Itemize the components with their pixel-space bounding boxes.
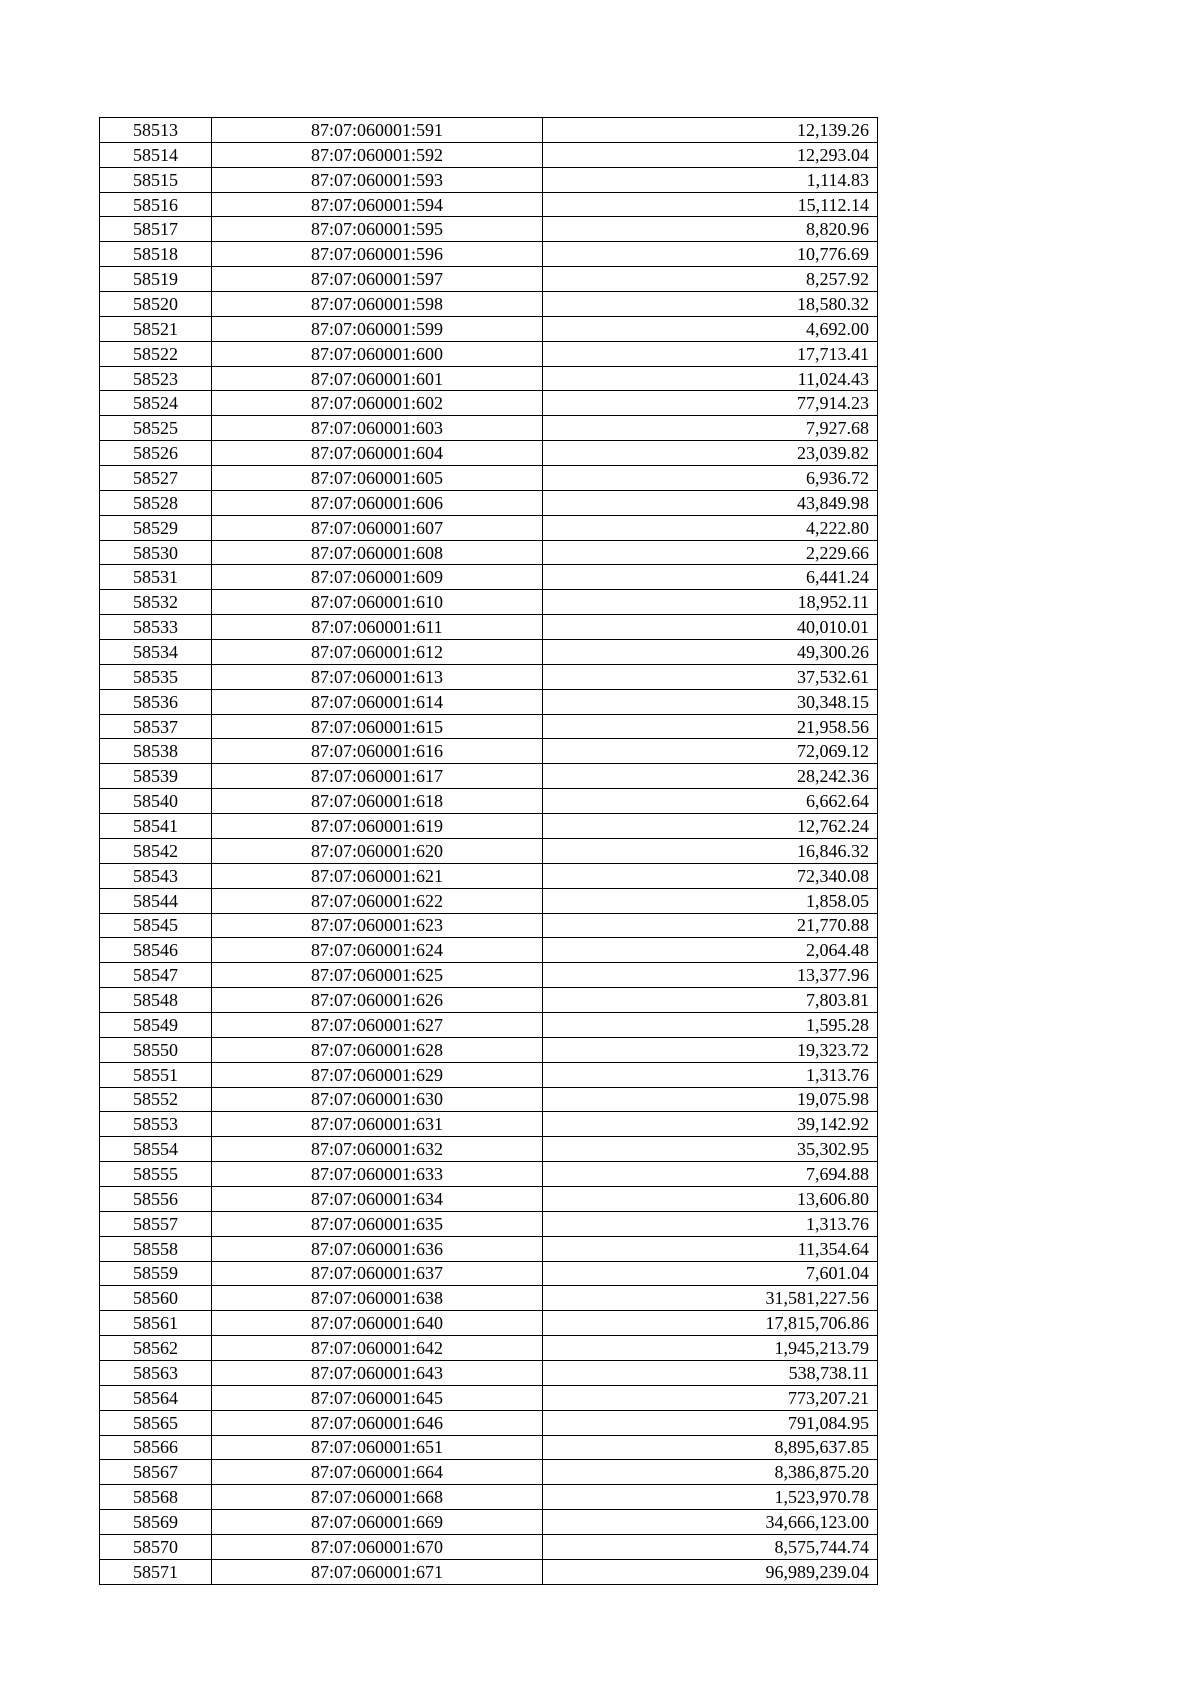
table-row bbox=[100, 1410, 878, 1435]
value-cell: 39,142.92 bbox=[543, 1112, 878, 1137]
row-number-cell: 58548 bbox=[100, 988, 212, 1013]
row-number-cell: 58540 bbox=[100, 789, 212, 814]
row-number-cell: 58547 bbox=[100, 963, 212, 988]
table-row bbox=[100, 242, 878, 267]
table-row bbox=[100, 565, 878, 590]
value-cell: 1,945,213.79 bbox=[543, 1336, 878, 1361]
value-cell: 1,523,970.78 bbox=[543, 1485, 878, 1510]
row-number-cell: 58532 bbox=[100, 590, 212, 615]
cadastral-number-cell: 87:07:060001:605 bbox=[212, 466, 543, 491]
value-cell: 72,069.12 bbox=[543, 739, 878, 764]
table-row bbox=[100, 814, 878, 839]
table-row bbox=[100, 1261, 878, 1286]
cadastral-number-cell: 87:07:060001:636 bbox=[212, 1236, 543, 1261]
value-cell: 19,323.72 bbox=[543, 1037, 878, 1062]
table-row bbox=[100, 863, 878, 888]
value-cell: 773,207.21 bbox=[543, 1385, 878, 1410]
cadastral-number-cell: 87:07:060001:643 bbox=[212, 1360, 543, 1385]
value-cell: 30,348.15 bbox=[543, 689, 878, 714]
row-number-cell: 58520 bbox=[100, 292, 212, 317]
row-number-cell: 58553 bbox=[100, 1112, 212, 1137]
cadastral-number-cell: 87:07:060001:623 bbox=[212, 913, 543, 938]
table-row bbox=[100, 1012, 878, 1037]
cadastral-number-cell: 87:07:060001:634 bbox=[212, 1186, 543, 1211]
cadastral-number-cell: 87:07:060001:603 bbox=[212, 416, 543, 441]
cadastral-number-cell: 87:07:060001:646 bbox=[212, 1410, 543, 1435]
row-number-cell: 58517 bbox=[100, 217, 212, 242]
cadastral-number-cell: 87:07:060001:668 bbox=[212, 1485, 543, 1510]
table-row bbox=[100, 192, 878, 217]
cadastral-number-cell: 87:07:060001:599 bbox=[212, 316, 543, 341]
row-number-cell: 58559 bbox=[100, 1261, 212, 1286]
cadastral-number-cell: 87:07:060001:635 bbox=[212, 1211, 543, 1236]
cadastral-number-cell: 87:07:060001:622 bbox=[212, 888, 543, 913]
cadastral-number-cell: 87:07:060001:606 bbox=[212, 490, 543, 515]
cadastral-number-cell: 87:07:060001:670 bbox=[212, 1534, 543, 1559]
cadastral-number-cell: 87:07:060001:598 bbox=[212, 292, 543, 317]
cadastral-number-cell: 87:07:060001:595 bbox=[212, 217, 543, 242]
value-cell: 28,242.36 bbox=[543, 764, 878, 789]
table-row bbox=[100, 1336, 878, 1361]
cadastral-number-cell: 87:07:060001:645 bbox=[212, 1385, 543, 1410]
value-cell: 23,039.82 bbox=[543, 441, 878, 466]
cadastral-number-cell: 87:07:060001:602 bbox=[212, 391, 543, 416]
cadastral-number-cell: 87:07:060001:597 bbox=[212, 267, 543, 292]
cadastral-number-cell: 87:07:060001:617 bbox=[212, 764, 543, 789]
cadastral-number-cell: 87:07:060001:609 bbox=[212, 565, 543, 590]
table-row bbox=[100, 1087, 878, 1112]
row-number-cell: 58565 bbox=[100, 1410, 212, 1435]
cadastral-number-cell: 87:07:060001:618 bbox=[212, 789, 543, 814]
value-cell: 1,313.76 bbox=[543, 1062, 878, 1087]
value-cell: 96,989,239.04 bbox=[543, 1559, 878, 1584]
value-cell: 2,229.66 bbox=[543, 540, 878, 565]
value-cell: 538,738.11 bbox=[543, 1360, 878, 1385]
row-number-cell: 58531 bbox=[100, 565, 212, 590]
row-number-cell: 58564 bbox=[100, 1385, 212, 1410]
value-cell: 7,803.81 bbox=[543, 988, 878, 1013]
row-number-cell: 58539 bbox=[100, 764, 212, 789]
cadastral-number-cell: 87:07:060001:607 bbox=[212, 515, 543, 540]
table-row bbox=[100, 118, 878, 143]
value-cell: 791,084.95 bbox=[543, 1410, 878, 1435]
table-row bbox=[100, 1062, 878, 1087]
cadastral-number-cell: 87:07:060001:608 bbox=[212, 540, 543, 565]
value-cell: 15,112.14 bbox=[543, 192, 878, 217]
table-row bbox=[100, 963, 878, 988]
table-row bbox=[100, 292, 878, 317]
table-row bbox=[100, 640, 878, 665]
row-number-cell: 58528 bbox=[100, 490, 212, 515]
value-cell: 4,692.00 bbox=[543, 316, 878, 341]
value-cell: 8,895,637.85 bbox=[543, 1435, 878, 1460]
table-row bbox=[100, 1360, 878, 1385]
cadastral-number-cell: 87:07:060001:616 bbox=[212, 739, 543, 764]
table-row bbox=[100, 1435, 878, 1460]
table-row bbox=[100, 1559, 878, 1584]
value-cell: 13,606.80 bbox=[543, 1186, 878, 1211]
value-cell: 18,580.32 bbox=[543, 292, 878, 317]
row-number-cell: 58533 bbox=[100, 615, 212, 640]
row-number-cell: 58566 bbox=[100, 1435, 212, 1460]
table-row bbox=[100, 267, 878, 292]
table-row bbox=[100, 1112, 878, 1137]
cadastral-number-cell: 87:07:060001:626 bbox=[212, 988, 543, 1013]
row-number-cell: 58563 bbox=[100, 1360, 212, 1385]
value-cell: 7,927.68 bbox=[543, 416, 878, 441]
cadastral-number-cell: 87:07:060001:619 bbox=[212, 814, 543, 839]
row-number-cell: 58513 bbox=[100, 118, 212, 143]
cadastral-number-cell: 87:07:060001:593 bbox=[212, 167, 543, 192]
cadastral-number-cell: 87:07:060001:591 bbox=[212, 118, 543, 143]
cadastral-number-cell: 87:07:060001:604 bbox=[212, 441, 543, 466]
table-row bbox=[100, 217, 878, 242]
row-number-cell: 58556 bbox=[100, 1186, 212, 1211]
cadastral-number-cell: 87:07:060001:613 bbox=[212, 664, 543, 689]
value-cell: 8,257.92 bbox=[543, 267, 878, 292]
value-cell: 21,770.88 bbox=[543, 913, 878, 938]
row-number-cell: 58518 bbox=[100, 242, 212, 267]
cadastral-number-cell: 87:07:060001:614 bbox=[212, 689, 543, 714]
row-number-cell: 58535 bbox=[100, 664, 212, 689]
row-number-cell: 58542 bbox=[100, 838, 212, 863]
row-number-cell: 58523 bbox=[100, 366, 212, 391]
value-cell: 11,024.43 bbox=[543, 366, 878, 391]
cadastral-number-cell: 87:07:060001:630 bbox=[212, 1087, 543, 1112]
value-cell: 2,064.48 bbox=[543, 938, 878, 963]
cadastral-number-cell: 87:07:060001:632 bbox=[212, 1137, 543, 1162]
row-number-cell: 58527 bbox=[100, 466, 212, 491]
value-cell: 7,694.88 bbox=[543, 1162, 878, 1187]
value-cell: 1,313.76 bbox=[543, 1211, 878, 1236]
cadastral-number-cell: 87:07:060001:669 bbox=[212, 1510, 543, 1535]
cadastral-number-cell: 87:07:060001:600 bbox=[212, 341, 543, 366]
row-number-cell: 58529 bbox=[100, 515, 212, 540]
row-number-cell: 58561 bbox=[100, 1311, 212, 1336]
cadastral-number-cell: 87:07:060001:610 bbox=[212, 590, 543, 615]
value-cell: 49,300.26 bbox=[543, 640, 878, 665]
row-number-cell: 58571 bbox=[100, 1559, 212, 1584]
cadastral-number-cell: 87:07:060001:621 bbox=[212, 863, 543, 888]
table-row bbox=[100, 1534, 878, 1559]
cadastral-number-cell: 87:07:060001:625 bbox=[212, 963, 543, 988]
table-row bbox=[100, 1186, 878, 1211]
cadastral-number-cell: 87:07:060001:642 bbox=[212, 1336, 543, 1361]
row-number-cell: 58560 bbox=[100, 1286, 212, 1311]
table-row bbox=[100, 1311, 878, 1336]
cadastral-number-cell: 87:07:060001:596 bbox=[212, 242, 543, 267]
value-cell: 8,820.96 bbox=[543, 217, 878, 242]
table-row bbox=[100, 615, 878, 640]
table-row bbox=[100, 466, 878, 491]
row-number-cell: 58549 bbox=[100, 1012, 212, 1037]
value-cell: 37,532.61 bbox=[543, 664, 878, 689]
cadastral-number-cell: 87:07:060001:640 bbox=[212, 1311, 543, 1336]
row-number-cell: 58546 bbox=[100, 938, 212, 963]
cadastral-number-cell: 87:07:060001:601 bbox=[212, 366, 543, 391]
row-number-cell: 58522 bbox=[100, 341, 212, 366]
value-cell: 77,914.23 bbox=[543, 391, 878, 416]
table-row bbox=[100, 540, 878, 565]
row-number-cell: 58558 bbox=[100, 1236, 212, 1261]
table-row bbox=[100, 789, 878, 814]
cadastral-value-table bbox=[99, 117, 878, 1585]
row-number-cell: 58562 bbox=[100, 1336, 212, 1361]
row-number-cell: 58570 bbox=[100, 1534, 212, 1559]
row-number-cell: 58557 bbox=[100, 1211, 212, 1236]
cadastral-number-cell: 87:07:060001:612 bbox=[212, 640, 543, 665]
value-cell: 43,849.98 bbox=[543, 490, 878, 515]
value-cell: 72,340.08 bbox=[543, 863, 878, 888]
value-cell: 7,601.04 bbox=[543, 1261, 878, 1286]
table-row bbox=[100, 316, 878, 341]
row-number-cell: 58530 bbox=[100, 540, 212, 565]
row-number-cell: 58552 bbox=[100, 1087, 212, 1112]
value-cell: 40,010.01 bbox=[543, 615, 878, 640]
cadastral-number-cell: 87:07:060001:671 bbox=[212, 1559, 543, 1584]
table-row bbox=[100, 764, 878, 789]
row-number-cell: 58516 bbox=[100, 192, 212, 217]
table-row bbox=[100, 1510, 878, 1535]
table-row bbox=[100, 714, 878, 739]
value-cell: 6,441.24 bbox=[543, 565, 878, 590]
cadastral-number-cell: 87:07:060001:638 bbox=[212, 1286, 543, 1311]
table-row bbox=[100, 1385, 878, 1410]
row-number-cell: 58536 bbox=[100, 689, 212, 714]
cadastral-number-cell: 87:07:060001:620 bbox=[212, 838, 543, 863]
table-row bbox=[100, 590, 878, 615]
value-cell: 1,595.28 bbox=[543, 1012, 878, 1037]
value-cell: 31,581,227.56 bbox=[543, 1286, 878, 1311]
value-cell: 8,386,875.20 bbox=[543, 1460, 878, 1485]
value-cell: 6,662.64 bbox=[543, 789, 878, 814]
value-cell: 12,293.04 bbox=[543, 142, 878, 167]
table-row bbox=[100, 838, 878, 863]
cadastral-number-cell: 87:07:060001:664 bbox=[212, 1460, 543, 1485]
row-number-cell: 58534 bbox=[100, 640, 212, 665]
table-row bbox=[100, 142, 878, 167]
row-number-cell: 58569 bbox=[100, 1510, 212, 1535]
row-number-cell: 58537 bbox=[100, 714, 212, 739]
table-row bbox=[100, 416, 878, 441]
row-number-cell: 58524 bbox=[100, 391, 212, 416]
value-cell: 1,858.05 bbox=[543, 888, 878, 913]
value-cell: 13,377.96 bbox=[543, 963, 878, 988]
row-number-cell: 58551 bbox=[100, 1062, 212, 1087]
row-number-cell: 58544 bbox=[100, 888, 212, 913]
table-row bbox=[100, 1211, 878, 1236]
value-cell: 16,846.32 bbox=[543, 838, 878, 863]
value-cell: 17,713.41 bbox=[543, 341, 878, 366]
cadastral-number-cell: 87:07:060001:592 bbox=[212, 142, 543, 167]
row-number-cell: 58567 bbox=[100, 1460, 212, 1485]
value-cell: 1,114.83 bbox=[543, 167, 878, 192]
table-row bbox=[100, 167, 878, 192]
cadastral-number-cell: 87:07:060001:633 bbox=[212, 1162, 543, 1187]
value-cell: 10,776.69 bbox=[543, 242, 878, 267]
table-row bbox=[100, 988, 878, 1013]
cadastral-number-cell: 87:07:060001:627 bbox=[212, 1012, 543, 1037]
cadastral-number-cell: 87:07:060001:629 bbox=[212, 1062, 543, 1087]
table-row bbox=[100, 1137, 878, 1162]
row-number-cell: 58543 bbox=[100, 863, 212, 888]
cadastral-number-cell: 87:07:060001:615 bbox=[212, 714, 543, 739]
table-row bbox=[100, 441, 878, 466]
row-number-cell: 58568 bbox=[100, 1485, 212, 1510]
table-row bbox=[100, 391, 878, 416]
row-number-cell: 58526 bbox=[100, 441, 212, 466]
value-cell: 11,354.64 bbox=[543, 1236, 878, 1261]
value-cell: 6,936.72 bbox=[543, 466, 878, 491]
row-number-cell: 58519 bbox=[100, 267, 212, 292]
table-row bbox=[100, 366, 878, 391]
cadastral-number-cell: 87:07:060001:594 bbox=[212, 192, 543, 217]
cadastral-number-cell: 87:07:060001:631 bbox=[212, 1112, 543, 1137]
row-number-cell: 58521 bbox=[100, 316, 212, 341]
cadastral-number-cell: 87:07:060001:628 bbox=[212, 1037, 543, 1062]
row-number-cell: 58554 bbox=[100, 1137, 212, 1162]
value-cell: 19,075.98 bbox=[543, 1087, 878, 1112]
value-cell: 4,222.80 bbox=[543, 515, 878, 540]
value-cell: 18,952.11 bbox=[543, 590, 878, 615]
row-number-cell: 58515 bbox=[100, 167, 212, 192]
value-cell: 35,302.95 bbox=[543, 1137, 878, 1162]
table-row bbox=[100, 888, 878, 913]
row-number-cell: 58545 bbox=[100, 913, 212, 938]
value-cell: 34,666,123.00 bbox=[543, 1510, 878, 1535]
table-row bbox=[100, 1037, 878, 1062]
table-row bbox=[100, 515, 878, 540]
value-cell: 8,575,744.74 bbox=[543, 1534, 878, 1559]
table-body bbox=[100, 118, 878, 1585]
value-cell: 12,762.24 bbox=[543, 814, 878, 839]
table-row bbox=[100, 490, 878, 515]
table-row bbox=[100, 1236, 878, 1261]
row-number-cell: 58525 bbox=[100, 416, 212, 441]
table-row bbox=[100, 664, 878, 689]
value-cell: 12,139.26 bbox=[543, 118, 878, 143]
cadastral-number-cell: 87:07:060001:611 bbox=[212, 615, 543, 640]
table-row bbox=[100, 913, 878, 938]
table-row bbox=[100, 1485, 878, 1510]
table-row bbox=[100, 689, 878, 714]
table-row bbox=[100, 938, 878, 963]
cadastral-number-cell: 87:07:060001:637 bbox=[212, 1261, 543, 1286]
cadastral-number-cell: 87:07:060001:651 bbox=[212, 1435, 543, 1460]
table-row bbox=[100, 739, 878, 764]
row-number-cell: 58541 bbox=[100, 814, 212, 839]
row-number-cell: 58555 bbox=[100, 1162, 212, 1187]
row-number-cell: 58514 bbox=[100, 142, 212, 167]
value-cell: 17,815,706.86 bbox=[543, 1311, 878, 1336]
table-row bbox=[100, 1162, 878, 1187]
cadastral-number-cell: 87:07:060001:624 bbox=[212, 938, 543, 963]
table-row bbox=[100, 1460, 878, 1485]
table-row bbox=[100, 1286, 878, 1311]
row-number-cell: 58550 bbox=[100, 1037, 212, 1062]
table-row bbox=[100, 341, 878, 366]
row-number-cell: 58538 bbox=[100, 739, 212, 764]
value-cell: 21,958.56 bbox=[543, 714, 878, 739]
